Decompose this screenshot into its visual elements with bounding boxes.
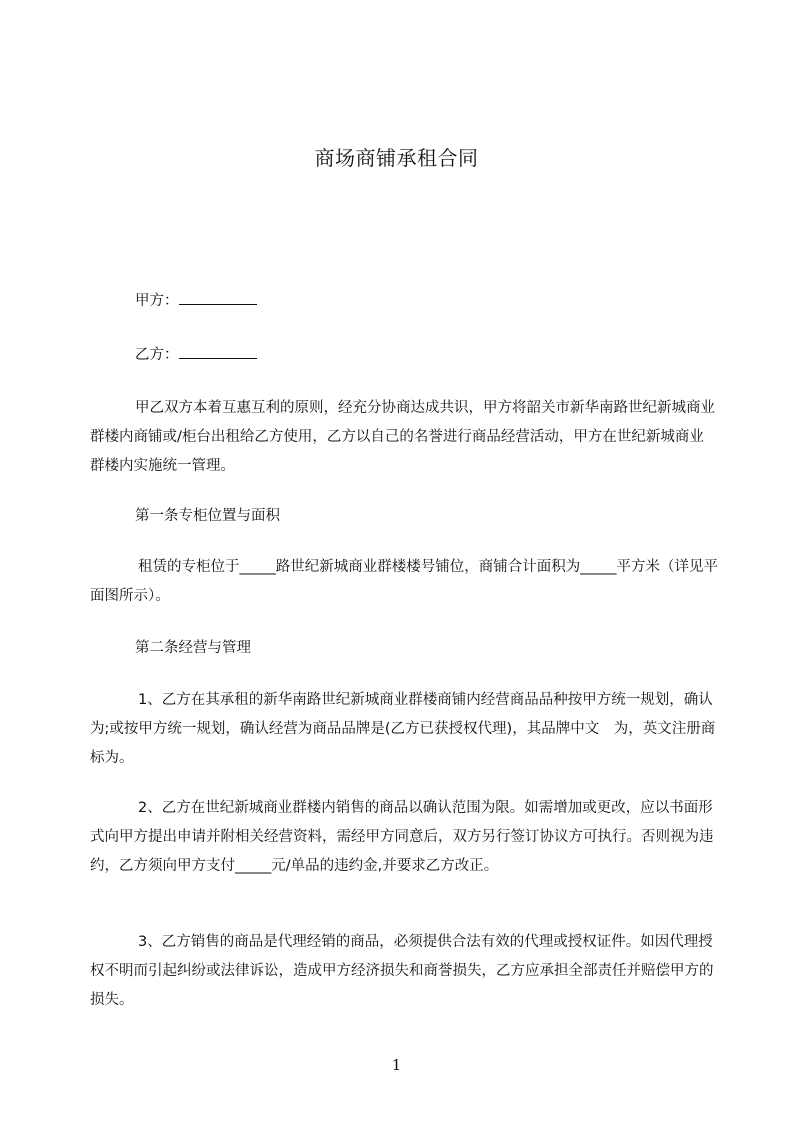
article-1-heading: 第一条专柜位置与面积 (135, 508, 280, 524)
document-title: 商场商铺承租合同 (314, 146, 479, 170)
party-b-blank (179, 344, 257, 359)
clause-3: 3、乙方销售的商品是代理经销的商品，必须提供合法有效的代理或授权证件。如因代理授权不明而引起纠纷或法律诉讼，造成甲方经济损失和商誉损失，乙方应承担全部责任并赔偿甲方的损失。 (90, 934, 714, 1008)
page-number: 1 (391, 1056, 402, 1074)
clause-1: 1、乙方在其承租的新华南路世纪新城商业群楼商铺内经营商品品种按甲方统一规划，确认为;或按甲方统一规划，确认经营为商品品牌是(乙方已获授权代理)，其品牌中文 为，英文注册商标为。 (90, 692, 716, 766)
party-b-line (135, 341, 257, 370)
party-a-blank (179, 290, 257, 305)
party-a-line (135, 287, 257, 316)
party-b-label: 乙方： (135, 347, 179, 363)
party-a-label: 甲方： (135, 293, 179, 309)
clause-2: 2、乙方在世纪新城商业群楼内销售的商品以确认范围为限。如需增加或更改，应以书面形式向甲方提出申请并附相关经营资料，需经甲方同意后，双方另行签订协议方可执行。否则视为违约，乙方须向甲方支付_____元/单品的违约金,并要求乙方改正。 (90, 800, 714, 874)
article-2-heading: 第二条经营与管理 (135, 640, 251, 656)
article-1-text: 租赁的专柜位于_____路世纪新城商业群楼楼号铺位，商铺合计面积为_____平方米（详见平面图所示）。 (90, 559, 718, 604)
intro-paragraph: 甲乙双方本着互惠互利的原则，经充分协商达成共识，甲方将韶关市新华南路世纪新城商业群楼内商铺或/柜台出租给乙方使用，乙方以自己的名誉进行商品经营活动，甲方在世纪新城商业群楼内实施统一管理。 (90, 400, 715, 474)
